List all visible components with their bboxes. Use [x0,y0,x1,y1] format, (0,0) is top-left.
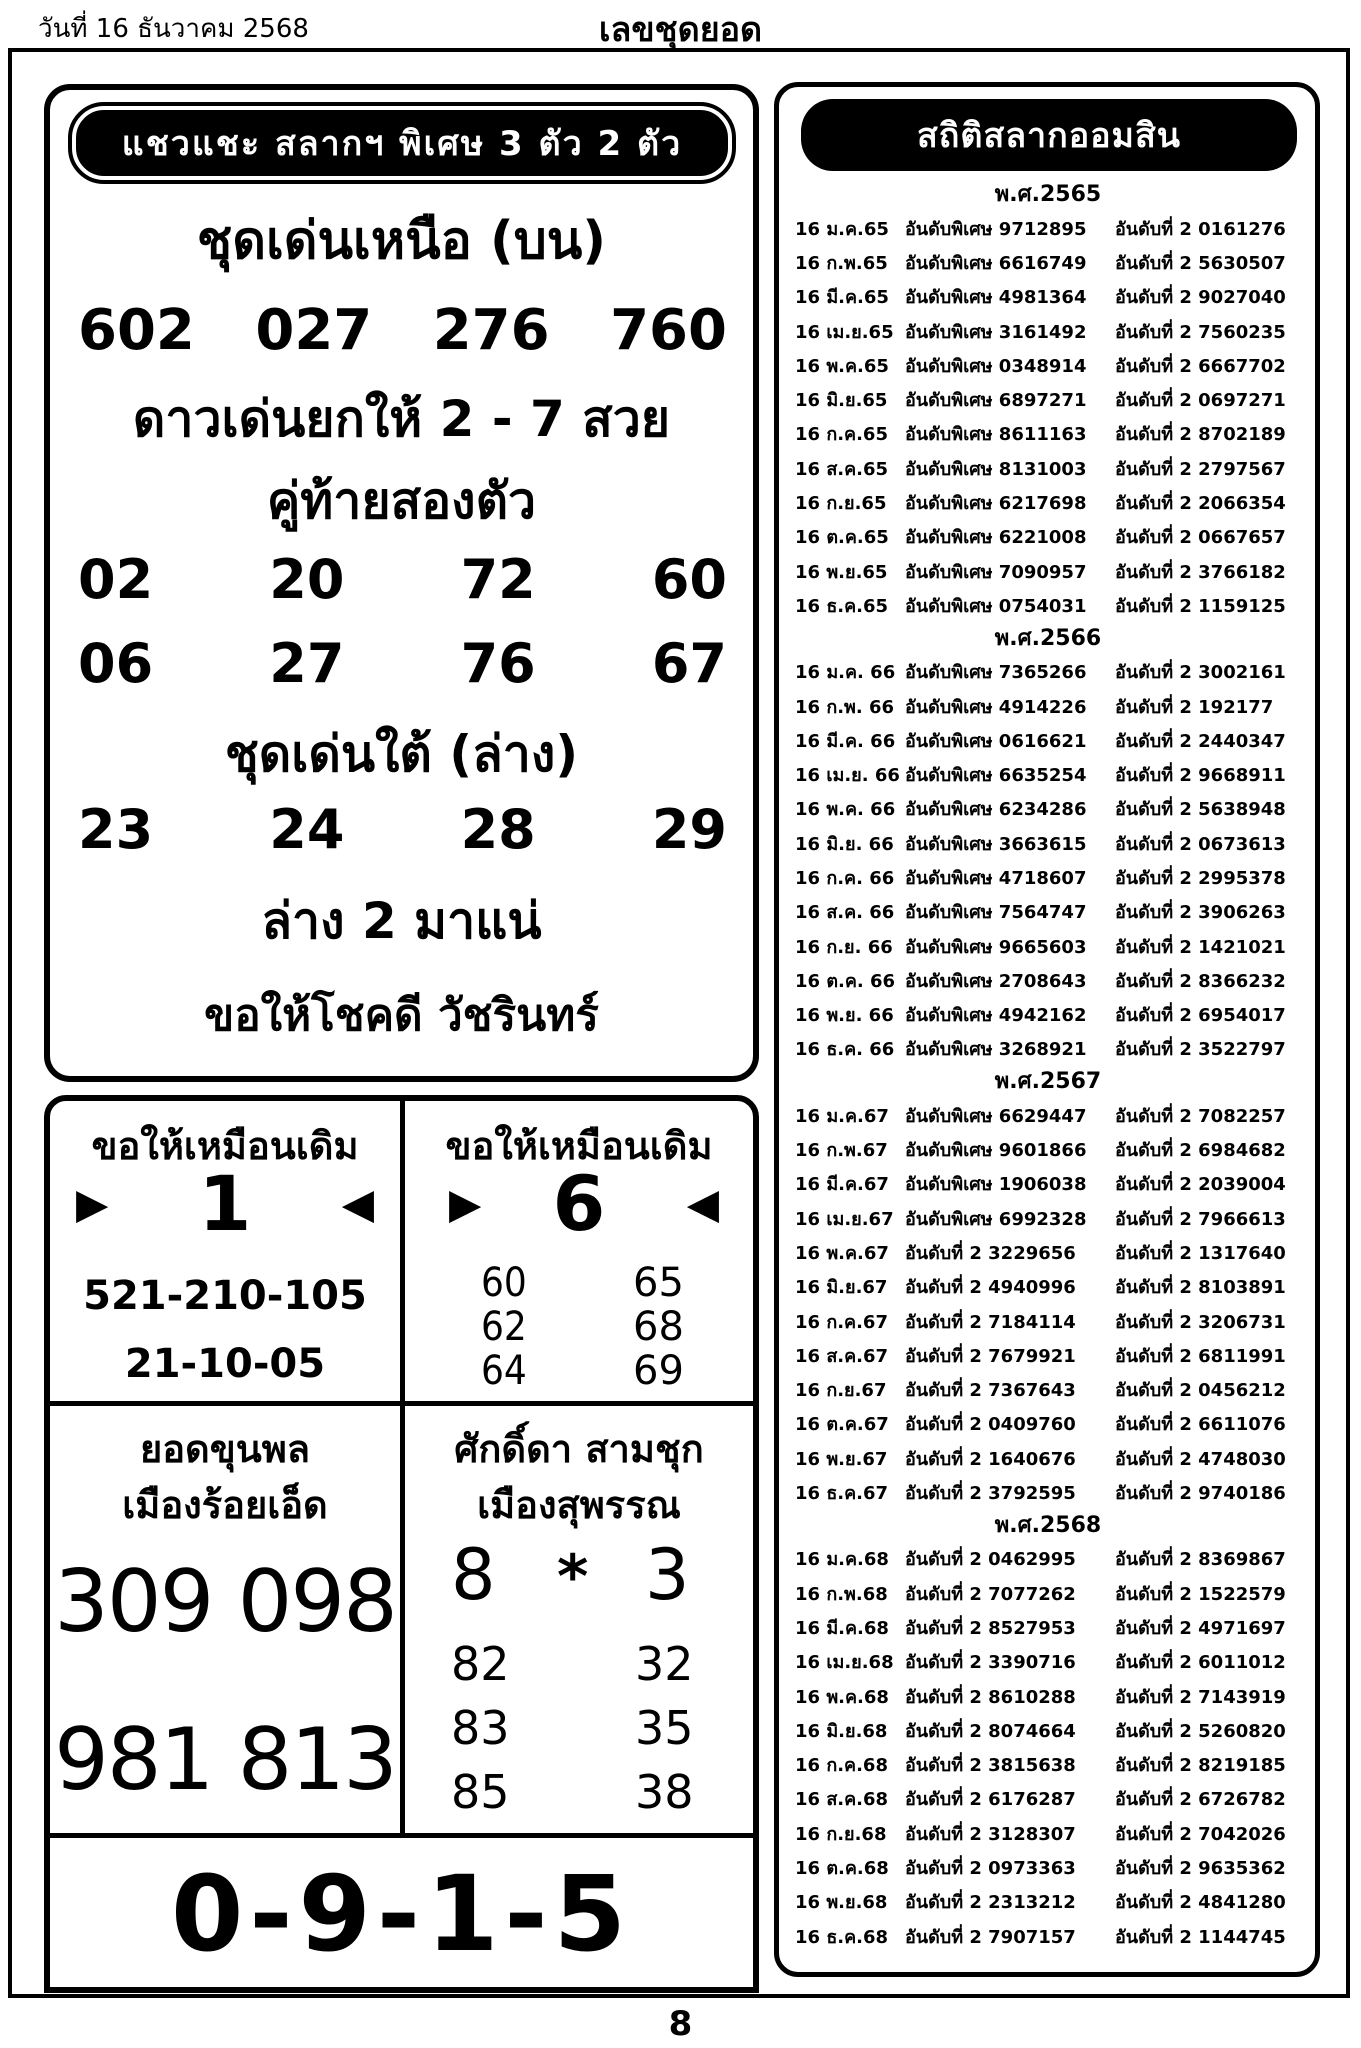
cell-title: ขอให้เหมือนเดิม [445,1124,713,1168]
special-prize: อันดับที่ 2 6176287 [905,1789,1076,1811]
stats-row [795,689,1301,723]
second-prize: อันดับที่ 2 8219185 [1115,1755,1286,1777]
stats-row [795,1576,1301,1610]
signature: ขอให้โชคดี วัชรินทร์ [204,990,599,1041]
special-prize: อันดับที่ 2 7077262 [905,1583,1076,1605]
pair-number: 67 [651,632,727,695]
page-number: 8 [668,2004,693,2044]
special-prize: อันดับพิเศษ 0754031 [905,595,1087,617]
stats-row [795,1441,1301,1475]
special-prize: อันดับพิเศษ 6616749 [905,252,1087,274]
second-prize: อันดับที่ 2 5260820 [1115,1720,1286,1742]
draw-date: 16 มิ.ย.65 [795,390,888,412]
draw-date: 16 ส.ค.65 [795,458,889,480]
draw-date: 16 เม.ย.68 [795,1652,894,1674]
tip-cell-1 [50,1101,400,1401]
stats-row [795,1098,1301,1132]
stats-row [795,998,1301,1032]
year-heading: พ.ศ.2568 [994,1512,1102,1538]
special-prize: อันดับพิเศษ 4942162 [905,1005,1087,1027]
number-pair: 981 813 [54,1710,396,1810]
number-line: 521-210-105 [83,1273,367,1319]
special-prize: อันดับพิเศษ 3268921 [905,1039,1087,1061]
asterisk-icon: * [557,1542,589,1612]
draw-date: 16 พ.ย.68 [795,1892,888,1914]
draw-date: 16 ต.ค.68 [795,1858,889,1879]
draw-date: 16 ม.ค.65 [795,218,889,240]
stats-row [795,1713,1301,1747]
second-prize: อันดับที่ 2 7143919 [1115,1686,1286,1708]
stats-row [795,1270,1301,1304]
second-prize: อันดับที่ 2 0161276 [1115,218,1286,240]
second-prize: อันดับที่ 2 2797567 [1115,458,1286,480]
stats-row [795,1645,1301,1679]
top-number: 602 [78,298,195,363]
special-prize: อันดับที่ 2 8074664 [905,1720,1076,1742]
stats-row [795,1304,1301,1338]
bottom-number: 23 [78,798,154,861]
special-prize: อันดับที่ 2 2313212 [905,1892,1076,1914]
draw-date: 16 มี.ค.65 [795,287,889,309]
second-prize: อันดับที่ 2 7042026 [1115,1823,1286,1845]
stats-row [795,485,1301,519]
prediction-banner: แชวแชะ สลากฯ พิเศษ 3 ตัว 2 ตัว [72,106,732,180]
special-prize: อันดับที่ 2 0462995 [905,1549,1076,1571]
stats-box [774,82,1320,1977]
header-date: วันที่ 16 ธันวาคม 2568 [38,14,309,44]
number: 83 [451,1701,510,1755]
tip-cell-4 [405,1406,753,1833]
second-prize: อันดับที่ 2 4748030 [1115,1448,1286,1470]
stats-row [795,1885,1301,1919]
second-prize: อันดับที่ 2 0456212 [1115,1380,1286,1402]
stats-row [795,451,1301,485]
special-prize: อันดับพิเศษ 2708643 [905,970,1087,992]
special-prize: อันดับพิเศษ 7365266 [905,662,1087,684]
special-prize: อันดับที่ 2 0409760 [905,1414,1076,1436]
special-prize: อันดับพิเศษ 4981364 [905,287,1087,309]
stats-row [795,554,1301,588]
draw-date: 16 ม.ค. 66 [795,662,896,684]
stats-row [795,757,1301,791]
draw-date: 16 มี.ค. 66 [795,730,896,752]
year-heading: พ.ศ.2566 [994,625,1102,651]
pairs-row-1 [78,548,727,611]
second-prize: อันดับที่ 2 4971697 [1115,1617,1286,1639]
number-pair: 309 098 [54,1552,396,1652]
second-prize: อันดับที่ 2 1144745 [1115,1926,1286,1948]
number: 32 [635,1637,694,1691]
second-prize: อันดับที่ 2 6011012 [1115,1652,1286,1674]
second-prize: อันดับที่ 2 1317640 [1115,1242,1286,1264]
number: 62 [481,1304,527,1350]
second-prize: อันดับที่ 2 9027040 [1115,287,1286,309]
second-prize: อันดับที่ 2 8702189 [1115,424,1286,446]
stats-row [795,348,1301,382]
special-prize: อันดับพิเศษ 9665603 [905,936,1087,958]
draw-date: 16 ก.ค. 66 [795,867,895,889]
special-prize: อันดับพิเศษ 6217698 [905,493,1087,515]
draw-date: 16 ต.ค.67 [795,1414,889,1436]
second-prize: อันดับที่ 2 1421021 [1115,936,1286,958]
second-prize: อันดับที่ 2 8369867 [1115,1549,1286,1571]
stats-row [795,1850,1301,1884]
draw-date: 16 ต.ค. 66 [795,970,896,992]
special-prize: อันดับพิเศษ 9712895 [905,218,1087,240]
stats-row [795,314,1301,348]
stats-row [795,860,1301,894]
stats-row [795,1542,1301,1576]
draw-date: 16 มิ.ย. 66 [795,833,894,855]
number-column [451,1632,510,1824]
draw-date: 16 มิ.ย.68 [795,1720,888,1742]
special-prize: อันดับที่ 2 8610288 [905,1686,1076,1708]
second-prize: อันดับที่ 2 2039004 [1115,1174,1286,1196]
cell-title: ยอดขุนพล [139,1427,311,1471]
arrow-left-icon: ◀ [686,1179,719,1228]
special-prize: อันดับพิเศษ 4914226 [905,696,1087,718]
draw-date: 16 ส.ค.67 [795,1345,889,1367]
stats-row [795,1167,1301,1201]
special-prize: อันดับพิเศษ 3161492 [905,321,1087,343]
bottom-numbers-row [78,798,727,861]
stats-row [795,1407,1301,1441]
stats-row [795,1201,1301,1235]
stats-row [795,1816,1301,1850]
draw-date: 16 ก.ค.65 [795,424,888,446]
stats-row [795,723,1301,757]
special-prize: อันดับพิเศษ 8611163 [905,424,1087,446]
stats-row [795,929,1301,963]
pair-number: 76 [460,632,536,695]
header-title: เลขชุดยอด [598,10,763,50]
special-prize: อันดับที่ 2 8527953 [905,1617,1076,1639]
second-prize: อันดับที่ 2 8103891 [1115,1277,1286,1299]
special-prize: อันดับพิเศษ 6897271 [905,390,1087,412]
second-prize: อันดับที่ 2 3522797 [1115,1039,1286,1061]
bottom-number: 28 [460,798,536,861]
draw-date: 16 ธ.ค. 66 [795,1039,895,1061]
special-prize: อันดับที่ 2 1640676 [905,1448,1076,1470]
draw-date: 16 ธ.ค.68 [795,1926,889,1948]
draw-date: 16 พ.ค.65 [795,355,889,377]
second-prize: อันดับที่ 2 0667657 [1115,527,1286,549]
special-prize: อันดับพิเศษ 4718607 [905,867,1087,889]
special-prize: อันดับพิเศษ 6992328 [905,1208,1087,1230]
special-prize: อันดับพิเศษ 7090957 [905,561,1087,583]
stats-row [795,895,1301,929]
special-prize: อันดับที่ 2 7184114 [905,1311,1076,1333]
lucky-digit: 3 [645,1534,690,1616]
draw-date: 16 พ.ย. 66 [795,1005,894,1027]
second-prize: อันดับที่ 2 7560235 [1115,321,1286,343]
tips-grid [44,1095,759,1993]
top-number: 027 [255,298,373,363]
stats-row [795,1610,1301,1644]
special-prize: อันดับพิเศษ 9601866 [905,1140,1087,1162]
second-prize: อันดับที่ 2 6667702 [1115,355,1286,377]
pair-number: 20 [269,548,345,611]
draw-date: 16 ม.ค.67 [795,1105,889,1127]
final-number: 0-9-1-5 [171,1853,632,1975]
stats-row [795,211,1301,245]
pair-number: 72 [460,548,536,611]
special-prize: อันดับที่ 2 3390716 [905,1652,1076,1674]
bottom-set-title: ชุดเด่นใต้ (ล่าง) [224,725,579,783]
draw-date: 16 ก.ย. 66 [795,936,893,958]
stats-title: สถิติสลากออมสิน [801,99,1297,171]
special-prize: อันดับที่ 2 3792595 [905,1483,1076,1505]
special-prize: อันดับพิเศษ 6234286 [905,799,1087,821]
second-prize: อันดับที่ 2 9740186 [1115,1483,1286,1505]
second-prize: อันดับที่ 2 7966613 [1115,1208,1286,1230]
special-prize: อันดับพิเศษ 7564747 [905,902,1087,924]
year-heading: พ.ศ.2565 [994,182,1102,207]
special-prize: อันดับที่ 2 0973363 [905,1858,1076,1879]
cell-subtitle: เมืองร้อยเอ็ด [122,1483,328,1527]
special-prize: อันดับที่ 2 4940996 [905,1277,1076,1299]
pair-number: 02 [78,548,154,611]
pairs-row-2 [78,632,727,695]
special-prize: อันดับพิเศษ 6635254 [905,765,1087,787]
draw-date: 16 ก.ย.65 [795,493,887,515]
special-prize: อันดับพิเศษ 6221008 [905,527,1087,549]
stats-row [795,1782,1301,1816]
draw-date: 16 ม.ค.68 [795,1549,889,1571]
number: 65 [633,1260,684,1306]
draw-date: 16 พ.ค.68 [795,1686,889,1708]
number: 85 [451,1765,510,1819]
draw-date: 16 พ.ค. 66 [795,799,896,821]
draw-date: 16 ก.พ.65 [795,252,888,274]
draw-date: 16 ส.ค.68 [795,1789,889,1811]
year-heading: พ.ศ.2567 [994,1069,1102,1095]
second-prize: อันดับที่ 2 3002161 [1115,662,1286,684]
second-prize: อันดับที่ 2 3206731 [1115,1311,1286,1333]
second-prize: อันดับที่ 2 3766182 [1115,561,1286,583]
special-prize: อันดับพิเศษ 6629447 [905,1105,1087,1127]
special-prize: อันดับพิเศษ 0616621 [905,730,1087,752]
pair-number: 60 [651,548,727,611]
tip-cell-2 [405,1101,753,1401]
stats-row [795,1132,1301,1166]
number-line: 21-10-05 [124,1341,326,1387]
number-column [481,1261,527,1393]
stats-row [795,1747,1301,1781]
number: 38 [635,1765,694,1819]
cell-title: ศักดิ์ดา สามชุก [454,1427,704,1471]
second-prize: อันดับที่ 2 3906263 [1115,902,1286,924]
stats-row [795,417,1301,451]
draw-date: 16 ก.พ.68 [795,1583,888,1605]
draw-date: 16 ก.ย.67 [795,1380,887,1402]
number: 64 [481,1348,527,1394]
cell-subtitle: เมืองสุพรรณ [477,1483,681,1527]
second-prize: อันดับที่ 2 9635362 [1115,1858,1286,1879]
draw-date: 16 มิ.ย.67 [795,1277,888,1299]
pair-number: 06 [78,632,154,695]
number: 35 [635,1701,694,1755]
second-prize: อันดับที่ 2 192177 [1115,696,1274,718]
second-prize: อันดับที่ 2 0673613 [1115,833,1286,855]
second-prize: อันดับที่ 2 5630507 [1115,252,1286,274]
stats-row [795,963,1301,997]
second-prize: อันดับที่ 2 5638948 [1115,799,1286,821]
special-prize: อันดับที่ 2 7679921 [905,1345,1076,1367]
draw-date: 16 ธ.ค.67 [795,1483,889,1505]
arrow-left-icon: ◀ [341,1179,374,1228]
special-prize: อันดับที่ 2 3815638 [905,1755,1076,1777]
stats-row [795,382,1301,416]
top-set-title: ชุดเด่นเหนือ (บน) [196,211,607,271]
stats-row [795,655,1301,689]
stats-row [795,1235,1301,1269]
bottom-number: 24 [269,798,345,861]
special-prize: อันดับที่ 2 3128307 [905,1823,1076,1845]
bottom-number: 29 [651,798,727,861]
draw-date: 16 ก.ย.68 [795,1823,887,1845]
number-column [633,1261,684,1393]
draw-date: 16 ก.พ.67 [795,1140,888,1162]
number-column [635,1632,694,1824]
star-line: ดาวเด่นยกให้ 2 - 7 สวย [132,390,671,448]
top-number: 760 [610,298,727,363]
top-number: 276 [432,298,550,363]
draw-date: 16 มี.ค.68 [795,1617,889,1639]
stats-row [795,588,1301,622]
draw-date: 16 พ.ย.67 [795,1448,888,1470]
second-prize: อันดับที่ 2 6611076 [1115,1414,1286,1436]
draw-date: 16 ธ.ค.65 [795,595,889,617]
second-prize: อันดับที่ 2 1159125 [1115,595,1286,617]
draw-date: 16 เม.ย.67 [795,1208,894,1230]
second-prize: อันดับที่ 2 6984682 [1115,1140,1286,1162]
stats-row [795,280,1301,314]
stats-table [795,179,1301,1953]
draw-date: 16 มี.ค.67 [795,1174,889,1196]
number: 82 [451,1637,510,1691]
second-prize: อันดับที่ 2 6954017 [1115,1005,1286,1027]
pair-number: 27 [269,632,345,695]
stats-row [795,1679,1301,1713]
cell-title: ขอให้เหมือนเดิม [91,1124,359,1168]
draw-date: 16 ต.ค.65 [795,527,889,549]
lucky-digit: 6 [552,1159,606,1248]
special-prize: อันดับที่ 2 7907157 [905,1926,1076,1948]
special-prize: อันดับที่ 2 3229656 [905,1242,1076,1264]
draw-date: 16 ก.พ. 66 [795,696,895,718]
pairs-title: คู่ท้ายสองตัว [266,472,537,530]
stats-row [795,520,1301,554]
number: 69 [633,1348,684,1394]
draw-date: 16 ก.ค.67 [795,1311,888,1333]
tip-cell-3 [50,1406,400,1833]
draw-date: 16 พ.ย.65 [795,561,888,583]
second-prize: อันดับที่ 2 2995378 [1115,867,1286,889]
second-prize: อันดับที่ 2 2066354 [1115,493,1286,515]
draw-date: 16 พ.ค.67 [795,1242,889,1264]
second-prize: อันดับที่ 2 0697271 [1115,390,1286,412]
second-prize: อันดับที่ 2 2440347 [1115,730,1286,752]
lucky-digit: 1 [198,1159,252,1248]
stats-row [795,1338,1301,1372]
stats-row [795,1475,1301,1509]
special-prize: อันดับที่ 2 7367643 [905,1380,1076,1402]
second-prize: อันดับที่ 2 1522579 [1115,1583,1286,1605]
lower-line: ล่าง 2 มาแน่ [261,892,542,950]
second-prize: อันดับที่ 2 9668911 [1115,765,1286,787]
lucky-digit: 8 [451,1534,496,1616]
second-prize: อันดับที่ 2 8366232 [1115,970,1286,992]
draw-date: 16 ส.ค. 66 [795,902,895,924]
stats-row [795,1032,1301,1066]
draw-date: 16 เม.ย. 66 [795,765,900,787]
special-prize: อันดับพิเศษ 3663615 [905,833,1087,855]
second-prize: อันดับที่ 2 4841280 [1115,1892,1286,1914]
prediction-box [44,84,759,1082]
stats-row [795,1373,1301,1407]
second-prize: อันดับที่ 2 6726782 [1115,1789,1286,1811]
top-numbers-row [78,298,727,363]
special-prize: อันดับพิเศษ 8131003 [905,458,1087,480]
arrow-right-icon: ▶ [449,1179,482,1228]
draw-date: 16 ก.ค.68 [795,1755,888,1777]
arrow-right-icon: ▶ [76,1179,109,1228]
special-prize: อันดับพิเศษ 1906038 [905,1174,1087,1196]
draw-date: 16 เม.ย.65 [795,321,894,343]
special-prize: อันดับพิเศษ 0348914 [905,355,1087,377]
stats-row [795,826,1301,860]
number: 68 [633,1304,684,1350]
stats-row [795,1919,1301,1953]
stats-row [795,245,1301,279]
stats-row [795,792,1301,826]
second-prize: อันดับที่ 2 7082257 [1115,1105,1286,1127]
number: 60 [481,1260,527,1306]
second-prize: อันดับที่ 2 6811991 [1115,1345,1286,1367]
